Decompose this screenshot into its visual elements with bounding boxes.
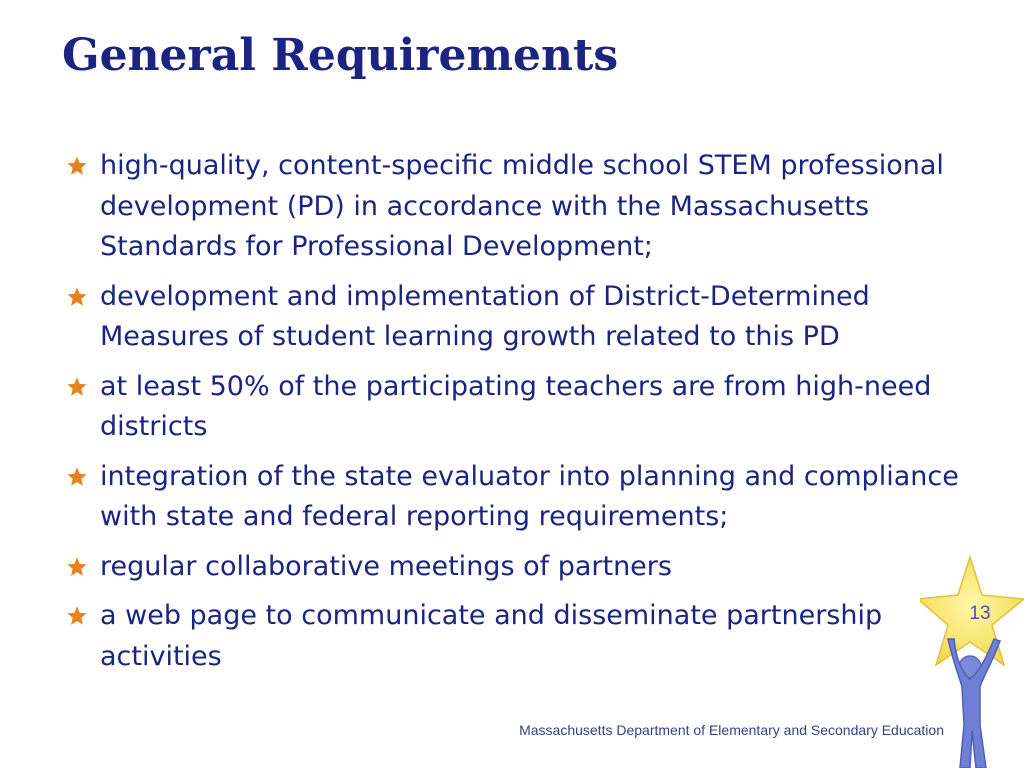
star-icon (66, 376, 88, 398)
bullet-text: a web page to communicate and disseminate partnership activities (100, 600, 883, 672)
bullet-item (66, 457, 966, 538)
footer-text: Massachusetts Department of Elementary and Secondary Education (519, 722, 944, 738)
bullet-item (66, 596, 966, 677)
star-icon (66, 605, 88, 627)
bullet-text: development and implementation of District-Determined Measures of student learning growth related to this PD (100, 280, 870, 352)
bullet-text: high-quality, content-specific middle school STEM professional development (PD) in accordance with the Massachusetts Standards for Professional Development; (100, 150, 944, 262)
page-number: 13 (969, 603, 991, 624)
slide-title: General Requirements (62, 30, 619, 81)
bullet-text: regular collaborative meetings of partners (100, 550, 672, 582)
bullet-item (66, 367, 966, 448)
star-icon (66, 556, 88, 578)
star-icon (66, 466, 88, 488)
bullet-item (66, 277, 966, 358)
bullet-item (66, 146, 966, 268)
bullet-text: at least 50% of the participating teachers are from high-need districts (100, 370, 932, 442)
bullet-list (66, 146, 966, 686)
bullet-text: integration of the state evaluator into planning and compliance with state and federal reporting requirements; (100, 460, 959, 532)
bullet-item (66, 547, 966, 588)
star-icon (66, 155, 88, 177)
star-icon (66, 286, 88, 308)
